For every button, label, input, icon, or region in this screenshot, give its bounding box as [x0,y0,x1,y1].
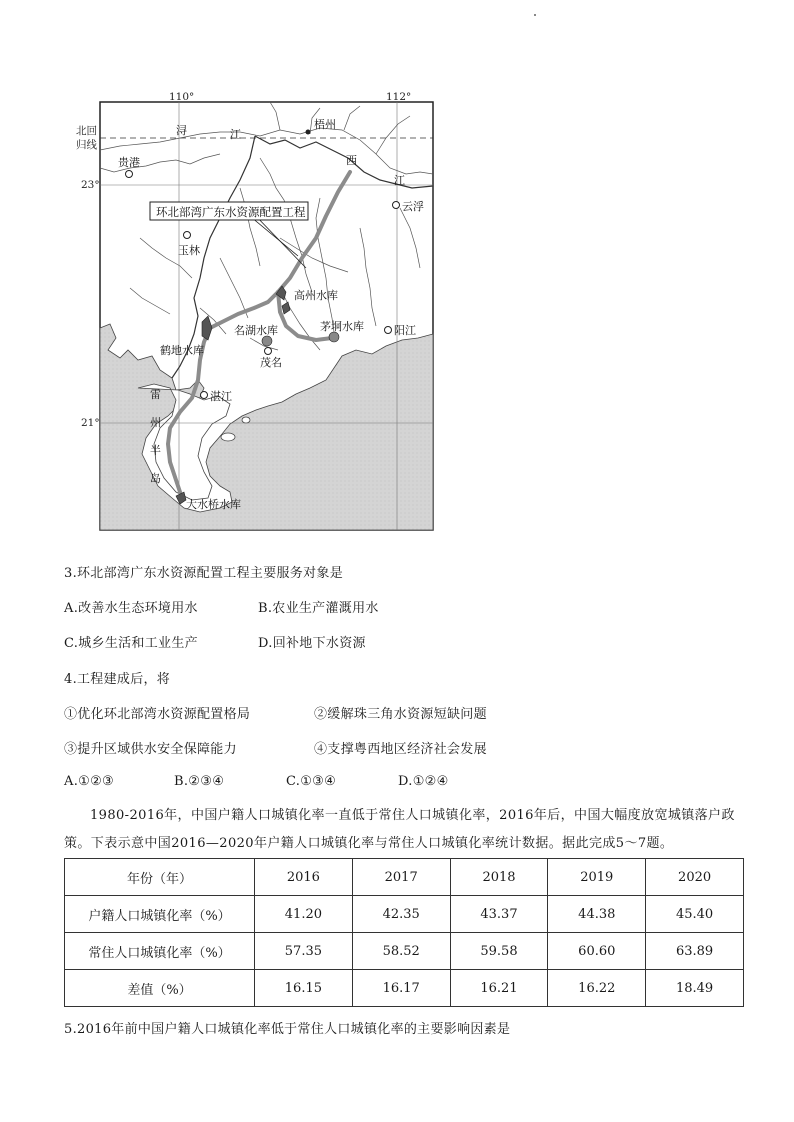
passage-5-7: 1980-2016年，中国户籍人口城镇化率一直低于常住人口城镇化率，2016年后，中国大幅度放宽城镇落户政策。下表示意中国2016—2020年户籍人口城镇化率与常住人口城镇化率统计数据。据此完成5～7题。 [64,808,735,851]
q4-option-b[interactable]: B.②③④ [174,774,225,789]
q3-option-a[interactable]: A.改善水生态环境用水 [64,601,198,616]
island [221,433,235,441]
label-hedi-reservoir: 鹤地水库 [160,344,204,357]
tropic-label-1: 北回 [76,125,97,137]
table-cell: 58.52 [352,933,450,970]
label-mingjing-reservoir: 名湖水库 [234,324,278,337]
q3-stem: 3.环北部湾广东水资源配置工程主要服务对象是 [64,566,344,581]
city-guigang: 贵港 [118,156,140,169]
city-yangjiang: 阳江 [394,324,416,337]
wuzhou-marker [306,130,311,135]
table-cell: 60.60 [548,933,646,970]
table-header-cell: 2020 [646,859,744,896]
table-cell: 45.40 [646,896,744,933]
table-cell: 16.22 [548,970,646,1007]
table-cell: 16.21 [450,970,548,1007]
guigang-marker [126,171,133,178]
q4-option-d[interactable]: D.①②④ [398,774,449,789]
city-yunfu: 云浮 [402,200,424,213]
lon-label-110: 110° [169,91,195,103]
table-header-cell: 2018 [450,859,548,896]
river-label-xi: 西 [346,154,357,167]
q5-stem: 5.2016年前中国户籍人口城镇化率低于常住人口城镇化率的主要影响因素是 [64,1022,511,1037]
city-zhanjiang: 湛江 [210,390,232,403]
table-cell: 41.20 [255,896,353,933]
table-row [65,896,744,933]
q4-statement-1: ①优化环北部湾水资源配置格局 [64,707,251,722]
table-cell: 16.17 [352,970,450,1007]
table-header-cell: 2019 [548,859,646,896]
peninsula-char-4: 岛 [150,472,161,485]
tropic-label-2: 归线 [76,139,97,151]
table-row [65,933,744,970]
q4-statement-3: ③提升区域供水安全保障能力 [64,742,237,757]
table-row [65,970,744,1007]
table-cell: 户籍人口城镇化率（%） [65,896,255,933]
yangjiang-marker [385,327,392,334]
table-cell: 57.35 [255,933,353,970]
mingjing-reservoir-icon [262,336,272,346]
urbanization-table [64,858,744,1007]
q4-stem: 4.工程建成后，将 [64,672,171,687]
maoming-marker [265,348,272,355]
q4-option-c[interactable]: C.①③④ [286,774,337,789]
city-yulin: 玉林 [178,244,200,257]
river-label-jiang2: 江 [394,174,405,187]
table-cell: 43.37 [450,896,548,933]
q3-option-d[interactable]: D.回补地下水资源 [258,636,366,651]
lat-label-21: 21° [81,417,100,429]
zhanjiang-marker [201,392,208,399]
label-gaozhou-reservoir: 高州水库 [294,289,338,302]
table-cell: 59.58 [450,933,548,970]
table-header-cell: 年份（年） [65,859,255,896]
table-header-cell: 2017 [352,859,450,896]
city-maoming: 茂名 [260,356,282,369]
table-cell: 18.49 [646,970,744,1007]
table-header-row [65,859,744,896]
q4-statement-4: ④支撑粤西地区经济社会发展 [314,742,487,757]
peninsula-char-2: 州 [150,416,161,429]
table-cell: 44.38 [548,896,646,933]
lat-label-23: 23° [81,179,100,191]
q3-option-b[interactable]: B.农业生产灌溉用水 [258,601,379,616]
lon-label-112: 112° [386,91,412,103]
project-label: 环北部湾广东水资源配置工程 [156,205,306,219]
qiaotong-reservoir-icon [329,332,339,342]
yunfu-marker [393,202,400,209]
water-project-map [76,88,440,536]
peninsula-char-3: 半 [150,444,161,457]
scan-speck [534,14,536,16]
table-cell: 常住人口城镇化率（%） [65,933,255,970]
label-dashuiqiao-reservoir: 大水桥水库 [186,498,241,511]
river-label-xun: 浔 [176,124,187,137]
table-cell: 差值（%） [65,970,255,1007]
q3-option-c[interactable]: C.城乡生活和工业生产 [64,636,198,651]
peninsula-char-1: 雷 [150,388,161,401]
yulin-marker [184,232,191,239]
table-cell: 42.35 [352,896,450,933]
label-qiaotong-reservoir: 茅垌水库 [320,320,364,333]
table-cell: 63.89 [646,933,744,970]
table-cell: 16.15 [255,970,353,1007]
q4-statement-2: ②缓解珠三角水资源短缺问题 [314,707,487,722]
river-label-jiang: 江 [230,128,241,141]
city-wuzhou: 梧州 [314,118,336,131]
q4-option-a[interactable]: A.①②③ [64,774,114,789]
table-header-cell: 2016 [255,859,353,896]
island [242,417,250,423]
